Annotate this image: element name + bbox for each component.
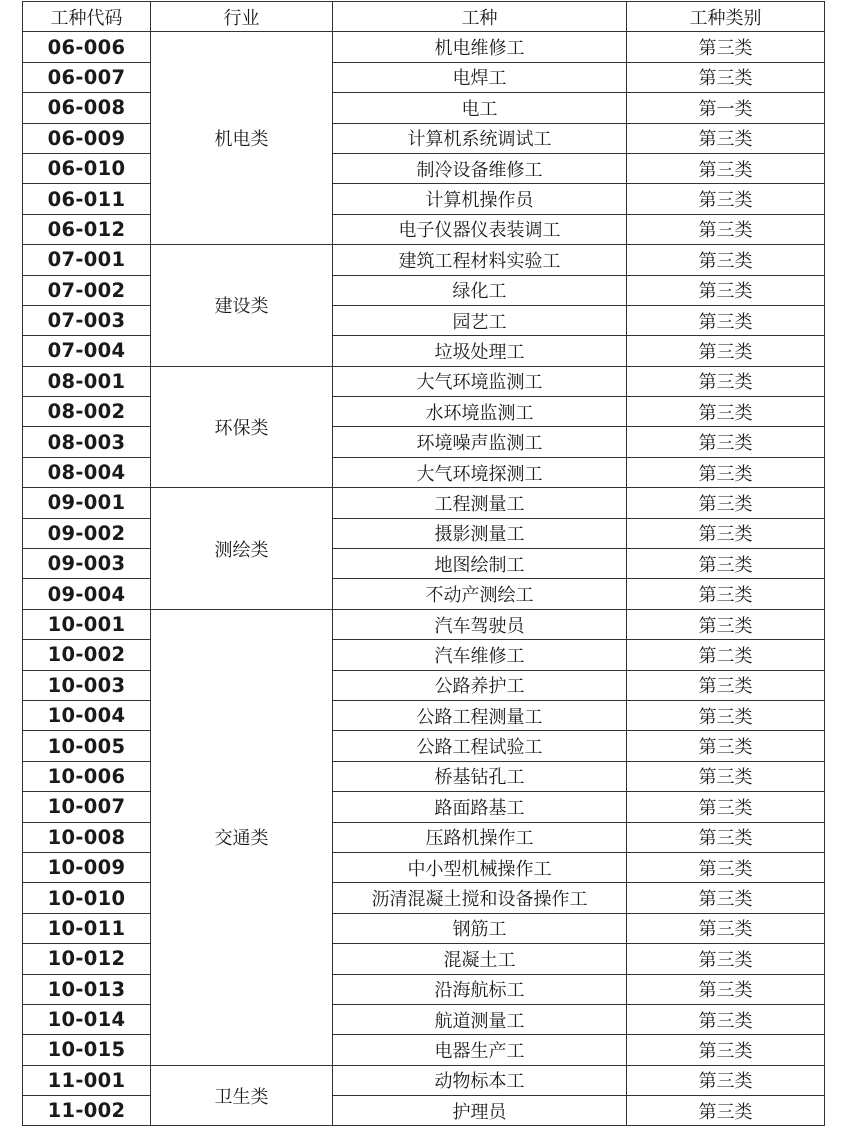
job-code-cell: 10-005	[23, 731, 151, 761]
job-name-cell: 动物标本工	[333, 1065, 627, 1095]
job-name-cell: 航道测量工	[333, 1004, 627, 1034]
header-category: 工种类别	[627, 2, 825, 32]
job-code-cell: 06-008	[23, 93, 151, 123]
job-name-cell: 环境噪声监测工	[333, 427, 627, 457]
job-category-cell: 第三类	[627, 1096, 825, 1126]
header-industry: 行业	[151, 2, 333, 32]
job-category-cell: 第三类	[627, 913, 825, 943]
job-code-cell: 09-002	[23, 518, 151, 548]
job-code-cell: 10-013	[23, 974, 151, 1004]
job-name-cell: 机电维修工	[333, 32, 627, 62]
job-code-cell: 10-002	[23, 640, 151, 670]
job-name-cell: 电工	[333, 93, 627, 123]
job-code-cell: 10-008	[23, 822, 151, 852]
industry-cell: 环保类	[151, 366, 333, 488]
job-name-cell: 汽车维修工	[333, 640, 627, 670]
table-row	[23, 184, 825, 214]
job-category-cell: 第一类	[627, 93, 825, 123]
job-code-cell: 07-002	[23, 275, 151, 305]
job-name-cell: 电焊工	[333, 62, 627, 92]
job-code-cell: 10-015	[23, 1035, 151, 1065]
table-row	[23, 883, 825, 913]
job-name-cell: 计算机系统调试工	[333, 123, 627, 153]
job-name-cell: 沿海航标工	[333, 974, 627, 1004]
table-row	[23, 944, 825, 974]
job-code-cell: 10-010	[23, 883, 151, 913]
job-code-cell: 06-006	[23, 32, 151, 62]
job-category-cell: 第三类	[627, 62, 825, 92]
table-row	[23, 731, 825, 761]
job-name-cell: 电器生产工	[333, 1035, 627, 1065]
table-row	[23, 579, 825, 609]
job-name-cell: 汽车驾驶员	[333, 609, 627, 639]
table-row	[23, 974, 825, 1004]
table-row	[23, 670, 825, 700]
job-name-cell: 绿化工	[333, 275, 627, 305]
job-name-cell: 工程测量工	[333, 488, 627, 518]
table-row	[23, 1096, 825, 1126]
table-row	[23, 700, 825, 730]
table-row	[23, 518, 825, 548]
job-code-cell: 07-003	[23, 305, 151, 335]
table-row	[23, 275, 825, 305]
job-code-cell: 09-001	[23, 488, 151, 518]
job-category-cell: 第三类	[627, 579, 825, 609]
table-row	[23, 123, 825, 153]
job-code-cell: 08-001	[23, 366, 151, 396]
job-category-cell: 第三类	[627, 336, 825, 366]
job-category-cell: 第三类	[627, 1004, 825, 1034]
table-row	[23, 913, 825, 943]
table-row	[23, 305, 825, 335]
job-code-cell: 10-006	[23, 761, 151, 791]
job-category-cell: 第三类	[627, 1065, 825, 1095]
job-name-cell: 公路养护工	[333, 670, 627, 700]
job-category-cell: 第三类	[627, 397, 825, 427]
job-category-cell: 第三类	[627, 32, 825, 62]
job-category-cell: 第三类	[627, 1035, 825, 1065]
job-code-cell: 06-010	[23, 153, 151, 183]
job-category-cell: 第三类	[627, 153, 825, 183]
table-row	[23, 245, 825, 275]
job-category-cell: 第三类	[627, 427, 825, 457]
job-code-cell: 10-009	[23, 852, 151, 882]
job-name-cell: 大气环境监测工	[333, 366, 627, 396]
job-name-cell: 公路工程测量工	[333, 700, 627, 730]
job-name-cell: 大气环境探测工	[333, 457, 627, 487]
table-row	[23, 640, 825, 670]
job-name-cell: 电子仪器仪表装调工	[333, 214, 627, 244]
job-code-cell: 08-003	[23, 427, 151, 457]
industry-cell: 交通类	[151, 609, 333, 1065]
job-category-cell: 第三类	[627, 305, 825, 335]
job-category-cell: 第三类	[627, 670, 825, 700]
table-row	[23, 822, 825, 852]
table-row	[23, 609, 825, 639]
industry-cell: 测绘类	[151, 488, 333, 610]
table-body	[23, 32, 825, 1126]
header-row	[23, 2, 825, 32]
job-code-cell: 07-001	[23, 245, 151, 275]
job-category-cell: 第三类	[627, 731, 825, 761]
job-name-cell: 中小型机械操作工	[333, 852, 627, 882]
job-name-cell: 压路机操作工	[333, 822, 627, 852]
job-category-cell: 第三类	[627, 792, 825, 822]
job-category-cell: 第三类	[627, 245, 825, 275]
job-category-cell: 第三类	[627, 184, 825, 214]
table-row	[23, 761, 825, 791]
job-category-table	[22, 1, 825, 1126]
table-row	[23, 457, 825, 487]
job-name-cell: 园艺工	[333, 305, 627, 335]
job-code-cell: 10-004	[23, 700, 151, 730]
job-code-cell: 06-011	[23, 184, 151, 214]
job-name-cell: 不动产测绘工	[333, 579, 627, 609]
table-row	[23, 397, 825, 427]
job-code-cell: 11-001	[23, 1065, 151, 1095]
job-code-cell: 10-003	[23, 670, 151, 700]
job-category-cell: 第三类	[627, 214, 825, 244]
header-code: 工种代码	[23, 2, 151, 32]
industry-cell: 建设类	[151, 245, 333, 367]
job-category-cell: 第三类	[627, 518, 825, 548]
table-row	[23, 549, 825, 579]
job-name-cell: 桥基钻孔工	[333, 761, 627, 791]
job-category-cell: 第三类	[627, 609, 825, 639]
job-code-cell: 10-012	[23, 944, 151, 974]
job-category-cell: 第三类	[627, 123, 825, 153]
header-job: 工种	[333, 2, 627, 32]
job-category-cell: 第三类	[627, 974, 825, 1004]
job-name-cell: 计算机操作员	[333, 184, 627, 214]
job-name-cell: 制冷设备维修工	[333, 153, 627, 183]
job-code-cell: 10-001	[23, 609, 151, 639]
table-row	[23, 852, 825, 882]
job-code-cell: 09-003	[23, 549, 151, 579]
job-code-cell: 09-004	[23, 579, 151, 609]
job-code-cell: 11-002	[23, 1096, 151, 1126]
job-category-cell: 第三类	[627, 488, 825, 518]
job-code-cell: 06-007	[23, 62, 151, 92]
table-row	[23, 32, 825, 62]
job-code-cell: 06-009	[23, 123, 151, 153]
job-name-cell: 护理员	[333, 1096, 627, 1126]
industry-cell: 机电类	[151, 32, 333, 245]
table-row	[23, 427, 825, 457]
table-row	[23, 93, 825, 123]
table-row	[23, 214, 825, 244]
job-code-cell: 06-012	[23, 214, 151, 244]
table-row	[23, 1004, 825, 1034]
job-category-cell: 第三类	[627, 883, 825, 913]
job-code-cell: 10-007	[23, 792, 151, 822]
job-code-cell: 10-011	[23, 913, 151, 943]
job-name-cell: 沥清混凝土搅和设备操作工	[333, 883, 627, 913]
job-name-cell: 公路工程试验工	[333, 731, 627, 761]
job-code-cell: 07-004	[23, 336, 151, 366]
table-row	[23, 62, 825, 92]
table-row	[23, 153, 825, 183]
job-category-cell: 第二类	[627, 640, 825, 670]
job-name-cell: 垃圾处理工	[333, 336, 627, 366]
job-code-cell: 08-004	[23, 457, 151, 487]
job-name-cell: 地图绘制工	[333, 549, 627, 579]
job-name-cell: 建筑工程材料实验工	[333, 245, 627, 275]
job-name-cell: 摄影测量工	[333, 518, 627, 548]
job-category-cell: 第三类	[627, 275, 825, 305]
job-code-cell: 08-002	[23, 397, 151, 427]
job-name-cell: 钢筋工	[333, 913, 627, 943]
job-category-cell: 第三类	[627, 852, 825, 882]
job-category-cell: 第三类	[627, 761, 825, 791]
table-row	[23, 792, 825, 822]
job-category-cell: 第三类	[627, 457, 825, 487]
job-category-cell: 第三类	[627, 549, 825, 579]
industry-cell: 卫生类	[151, 1065, 333, 1126]
job-category-cell: 第三类	[627, 944, 825, 974]
table-row	[23, 1035, 825, 1065]
job-code-cell: 10-014	[23, 1004, 151, 1034]
job-category-cell: 第三类	[627, 822, 825, 852]
table-row	[23, 366, 825, 396]
job-category-cell: 第三类	[627, 366, 825, 396]
job-name-cell: 混凝土工	[333, 944, 627, 974]
table-row	[23, 488, 825, 518]
job-name-cell: 水环境监测工	[333, 397, 627, 427]
table-row	[23, 336, 825, 366]
job-name-cell: 路面路基工	[333, 792, 627, 822]
table-row	[23, 1065, 825, 1095]
job-category-cell: 第三类	[627, 700, 825, 730]
